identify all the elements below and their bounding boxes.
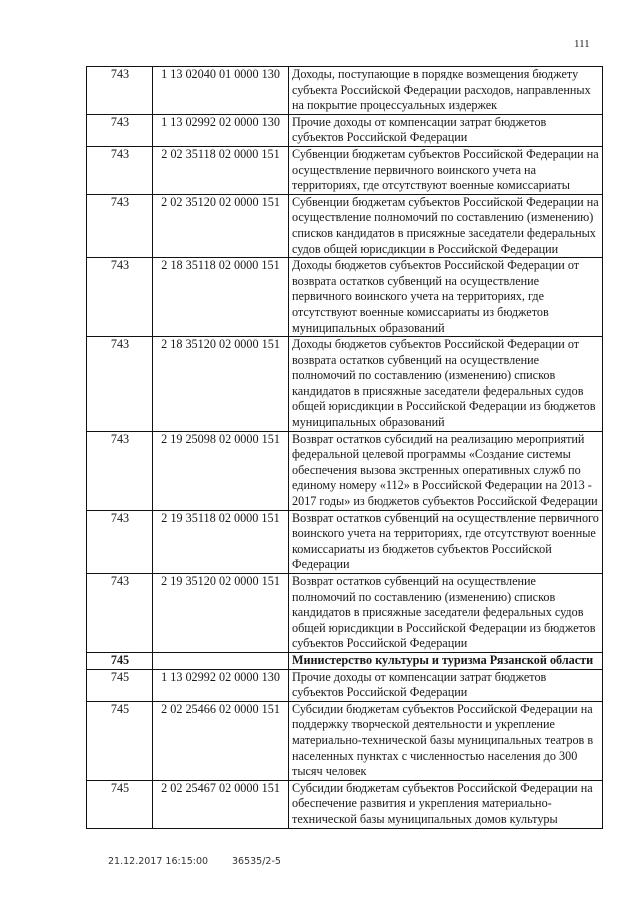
- revenue-name-cell: Министерство культуры и туризма Рязанской области: [289, 652, 603, 669]
- revenue-name-cell: Доходы бюджетов субъектов Российской Федерации от возврата остатков субвенций на осуществление полномочий по составлению (изменению) списков кандидатов в присяжные заседатели федеральных судов общей юрисдикции в Российской Федерации из бюджетов муниципальных образований: [289, 337, 603, 432]
- admin-code-cell: 743: [87, 510, 153, 573]
- print-timestamp: 21.12.2017 16:15:00: [108, 856, 209, 867]
- table-row: [87, 669, 603, 701]
- admin-code-cell: 743: [87, 194, 153, 257]
- table-row: [87, 652, 603, 669]
- revenue-codes-table: [86, 66, 603, 829]
- admin-code-cell: 743: [87, 114, 153, 146]
- admin-code-cell: 745: [87, 780, 153, 828]
- table-row: [87, 258, 603, 337]
- revenue-name-cell: Доходы, поступающие в порядке возмещения бюджету субъекта Российской Федерации расходов, направленных на покрытие процессуальных издержек: [289, 67, 603, 115]
- document-number: 36535/2-5: [232, 856, 281, 867]
- admin-code-cell: 743: [87, 574, 153, 653]
- table-row: [87, 574, 603, 653]
- revenue-name-cell: Возврат остатков субвенций на осуществление первичного воинского учета на территориях, где отсутствуют военные комиссариаты из бюджетов субъектов Российской Федерации: [289, 510, 603, 573]
- budget-code-cell: 2 02 25466 02 0000 151: [153, 701, 289, 780]
- budget-code-cell: 1 13 02992 02 0000 130: [153, 114, 289, 146]
- budget-code-cell: 2 19 35118 02 0000 151: [153, 510, 289, 573]
- budget-code-cell: [153, 652, 289, 669]
- budget-code-cell: 2 02 35118 02 0000 151: [153, 146, 289, 194]
- budget-code-cell: 2 02 35120 02 0000 151: [153, 194, 289, 257]
- revenue-name-cell: Субсидии бюджетам субъектов Российской Федерации на обеспечение развития и укрепления материально-технической базы муниципальных домов культуры: [289, 780, 603, 828]
- admin-code-cell: 743: [87, 431, 153, 510]
- revenue-name-cell: Субвенции бюджетам субъектов Российской Федерации на осуществление первичного воинского учета на территориях, где отсутствуют военные комиссариаты: [289, 146, 603, 194]
- table-row: [87, 337, 603, 432]
- admin-code-cell: 743: [87, 146, 153, 194]
- table-row: [87, 780, 603, 828]
- page-number: 111: [574, 38, 590, 50]
- budget-code-cell: 2 19 35120 02 0000 151: [153, 574, 289, 653]
- revenue-name-cell: Доходы бюджетов субъектов Российской Федерации от возврата остатков субвенций на осуществление первичного воинского учета на территориях, где отсутствуют военные комиссариаты из бюджетов муниципальных образований: [289, 258, 603, 337]
- revenue-name-cell: Субвенции бюджетам субъектов Российской Федерации на осуществление полномочий по составлению (изменению) списков кандидатов в присяжные заседатели федеральных судов общей юрисдикции в Российской Федерации: [289, 194, 603, 257]
- revenue-name-cell: Прочие доходы от компенсации затрат бюджетов субъектов Российской Федерации: [289, 114, 603, 146]
- admin-code-cell: 743: [87, 337, 153, 432]
- table-row: [87, 114, 603, 146]
- budget-code-cell: 1 13 02040 01 0000 130: [153, 67, 289, 115]
- table-row: [87, 194, 603, 257]
- table-row: [87, 701, 603, 780]
- revenue-name-cell: Возврат остатков субсидий на реализацию мероприятий федеральной целевой программы «Создание системы обеспечения вызова экстренных оперативных служб по единому номеру «112» в Российской Федерации на 2013 - 2017 годы» из бюджетов субъектов Российской Федерации: [289, 431, 603, 510]
- budget-code-cell: 2 18 35120 02 0000 151: [153, 337, 289, 432]
- admin-code-cell: 745: [87, 701, 153, 780]
- revenue-name-cell: Возврат остатков субвенций на осуществление полномочий по составлению (изменению) списков кандидатов в присяжные заседатели федеральных судов общей юрисдикции в Российской Федерации из бюджетов субъектов Российской Федерации: [289, 574, 603, 653]
- table-row: [87, 431, 603, 510]
- admin-code-cell: 745: [87, 669, 153, 701]
- table-body: [87, 67, 603, 829]
- revenue-name-cell: Прочие доходы от компенсации затрат бюджетов субъектов Российской Федерации: [289, 669, 603, 701]
- admin-code-cell: 743: [87, 258, 153, 337]
- budget-code-cell: 1 13 02992 02 0000 130: [153, 669, 289, 701]
- budget-code-cell: 2 18 35118 02 0000 151: [153, 258, 289, 337]
- table-row: [87, 67, 603, 115]
- admin-code-cell: 743: [87, 67, 153, 115]
- admin-code-cell: 745: [87, 652, 153, 669]
- budget-code-cell: 2 02 25467 02 0000 151: [153, 780, 289, 828]
- table-row: [87, 146, 603, 194]
- table-row: [87, 510, 603, 573]
- revenue-name-cell: Субсидии бюджетам субъектов Российской Федерации на поддержку творческой деятельности и укрепление материально-технической базы муниципальных театров в населенных пунктах с численностью населения до 300 тысяч человек: [289, 701, 603, 780]
- budget-code-cell: 2 19 25098 02 0000 151: [153, 431, 289, 510]
